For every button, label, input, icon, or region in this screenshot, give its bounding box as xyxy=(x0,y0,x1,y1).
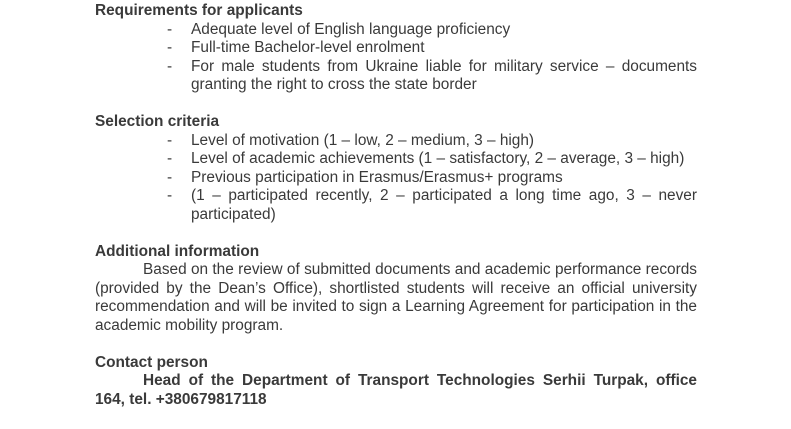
section-spacer xyxy=(95,95,697,114)
list-item-text: Level of motivation (1 – low, 2 – medium, 3 – high) xyxy=(191,131,535,149)
additional-section xyxy=(95,243,697,336)
section-spacer xyxy=(95,224,697,243)
selection-list xyxy=(95,132,697,225)
dash-bullet: - xyxy=(167,131,173,149)
selection-heading: Selection criteria xyxy=(95,113,220,130)
list-item-text: Full-time Bachelor-level enrolment xyxy=(191,39,425,56)
list-item xyxy=(95,58,697,95)
contact-section xyxy=(95,354,697,410)
dash-bullet: - xyxy=(167,168,173,186)
list-item xyxy=(95,132,697,151)
contact-heading: Contact person xyxy=(95,353,208,371)
list-item-text: Previous participation in Erasmus/Erasmus+ programs xyxy=(191,168,563,186)
contact-details: Head of the Department of Transport Technologies Serhii Turpak, office 164, tel. +380679817118 xyxy=(95,372,697,408)
list-item xyxy=(95,150,697,169)
list-item xyxy=(95,187,697,224)
list-item-text: Adequate level of English language proficiency xyxy=(191,20,511,38)
dash-bullet: - xyxy=(167,57,173,75)
list-item xyxy=(95,21,697,40)
list-item-text: For male students from Ukraine liable for military service – documents granting the right to cross the state border xyxy=(191,57,697,93)
document-body xyxy=(95,2,697,409)
dash-bullet: - xyxy=(167,39,173,56)
list-item xyxy=(95,39,697,58)
requirements-section xyxy=(95,2,697,95)
list-item xyxy=(95,169,697,188)
list-item-text: (1 – participated recently, 2 – participated a long time ago, 3 – never participated) xyxy=(191,187,697,223)
additional-heading: Additional information xyxy=(95,242,260,260)
list-item-text: Level of academic achievements (1 – satisfactory, 2 – average, 3 – high) xyxy=(191,150,685,167)
requirements-list xyxy=(95,21,697,95)
dash-bullet: - xyxy=(167,187,173,204)
additional-paragraph: Based on the review of submitted documents and academic performance records (provided by the Dean’s Office), shortlisted students will receive an official university recommendation and will be invited to sign a Learning Agreement for participation in the academic mobility program. xyxy=(95,261,697,334)
selection-section xyxy=(95,113,697,224)
requirements-heading: Requirements for applicants xyxy=(95,2,303,19)
dash-bullet: - xyxy=(167,150,173,167)
section-spacer xyxy=(95,335,697,354)
dash-bullet: - xyxy=(167,20,173,38)
